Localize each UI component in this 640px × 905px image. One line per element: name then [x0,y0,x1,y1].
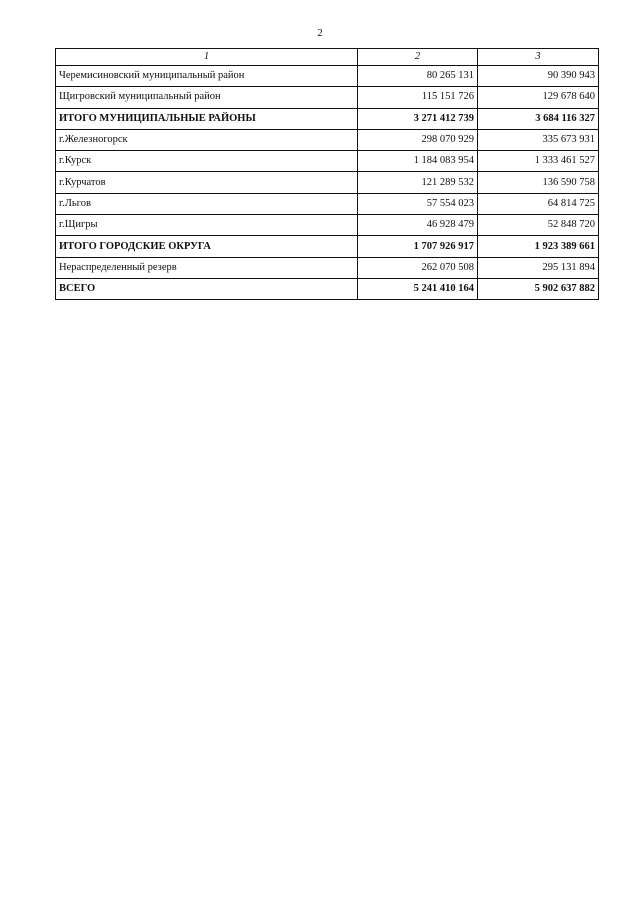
column-header-2: 2 [358,49,478,66]
row-name-cell: г.Щигры [56,215,358,236]
row-value-col3: 295 131 894 [478,257,599,278]
table-row [56,66,599,87]
row-value-col2: 1 707 926 917 [358,236,478,257]
row-name-cell: Нераспределенный резерв [56,257,358,278]
row-name-cell: г.Железногорск [56,129,358,150]
row-value-col3: 1 923 389 661 [478,236,599,257]
row-value-col3: 90 390 943 [478,66,599,87]
table-row [56,193,599,214]
row-value-col3: 3 684 116 327 [478,108,599,129]
row-name-cell: Черемисиновский муниципальный район [56,66,358,87]
row-value-col3: 136 590 758 [478,172,599,193]
row-value-col3: 1 333 461 527 [478,151,599,172]
row-value-col2: 262 070 508 [358,257,478,278]
row-value-col3: 335 673 931 [478,129,599,150]
row-value-col2: 5 241 410 164 [358,278,478,299]
table-row [56,108,599,129]
row-name-cell: Щигровский муниципальный район [56,87,358,108]
column-header-1: 1 [56,49,358,66]
table-header-row [56,49,599,66]
row-name-cell: г.Курск [56,151,358,172]
row-value-col3: 64 814 725 [478,193,599,214]
table-row [56,129,599,150]
table-row [56,215,599,236]
row-value-col2: 3 271 412 739 [358,108,478,129]
page-number: 2 [317,27,323,39]
row-name-cell: ИТОГО МУНИЦИПАЛЬНЫЕ РАЙОНЫ [56,108,358,129]
row-value-col2: 80 265 131 [358,66,478,87]
row-name-cell: г.Льгов [56,193,358,214]
row-value-col2: 46 928 479 [358,215,478,236]
row-name-cell: ИТОГО ГОРОДСКИЕ ОКРУГА [56,236,358,257]
row-value-col3: 5 902 637 882 [478,278,599,299]
row-value-col2: 298 070 929 [358,129,478,150]
table-row [56,257,599,278]
table-row [56,236,599,257]
row-name-cell: ВСЕГО [56,278,358,299]
table-row [56,87,599,108]
row-value-col3: 52 848 720 [478,215,599,236]
table-row [56,151,599,172]
column-header-3: 3 [478,49,599,66]
row-value-col2: 115 151 726 [358,87,478,108]
row-value-col2: 1 184 083 954 [358,151,478,172]
row-name-cell: г.Курчатов [56,172,358,193]
budget-table [55,48,599,300]
table-row [56,172,599,193]
row-value-col3: 129 678 640 [478,87,599,108]
table-row [56,278,599,299]
row-value-col2: 121 289 532 [358,172,478,193]
row-value-col2: 57 554 023 [358,193,478,214]
